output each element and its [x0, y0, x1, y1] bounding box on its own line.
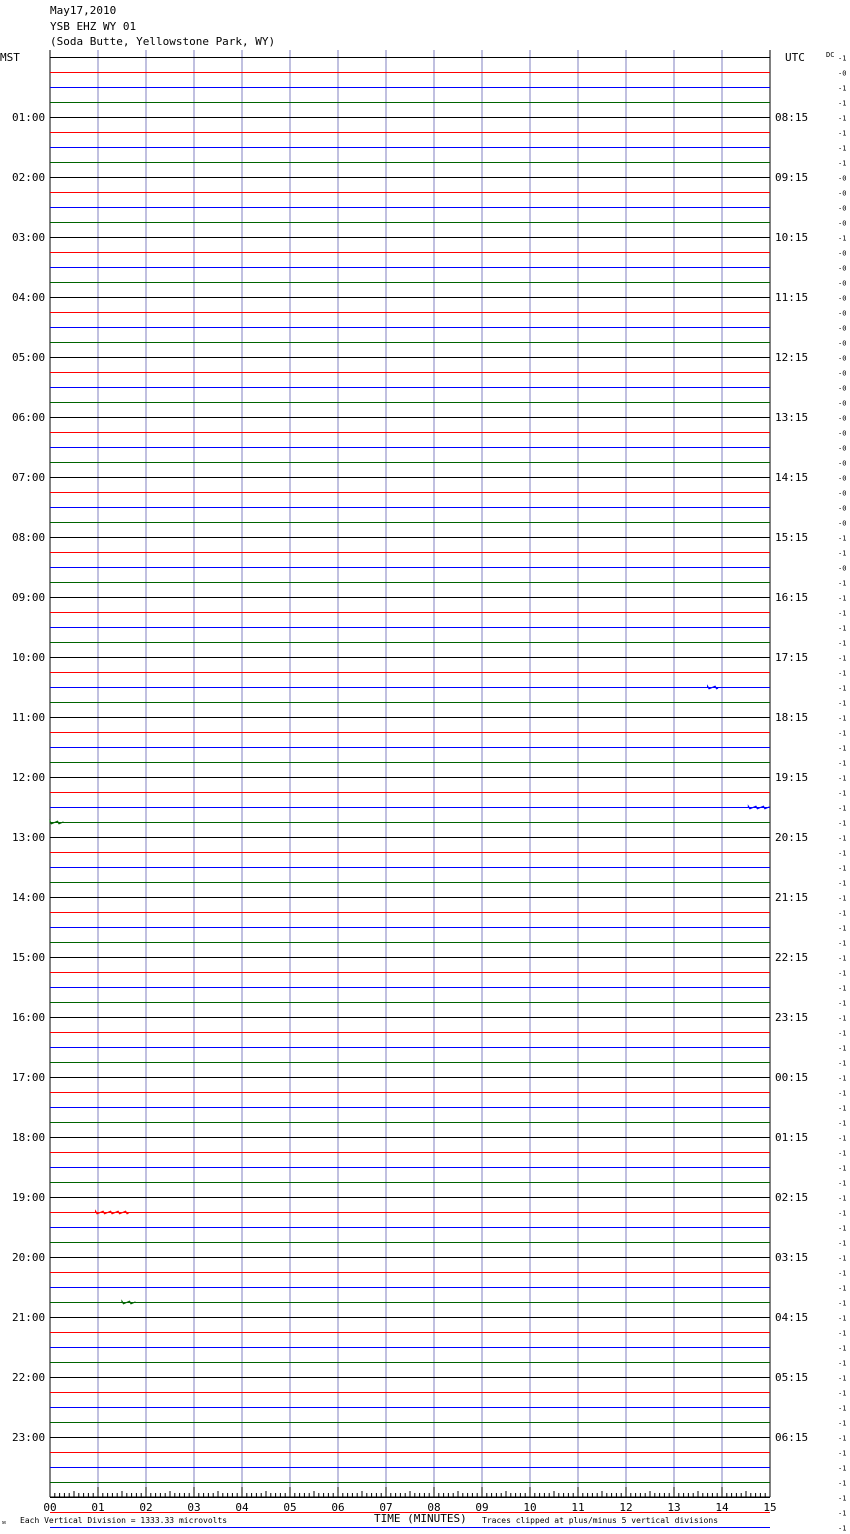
utc-hour-label: 09:15	[775, 171, 809, 184]
mst-hour-label: 11:00	[12, 711, 46, 724]
dc-offset-label: -1	[838, 1284, 847, 1293]
dc-offset-label: -0	[838, 564, 847, 573]
x-tick-label: 01	[91, 1501, 105, 1514]
dc-offset-label: -1	[838, 54, 847, 63]
dc-offset-label: -1	[838, 534, 847, 543]
x-tick-label: 02	[139, 1501, 153, 1514]
mst-hour-label: 10:00	[12, 651, 46, 664]
dc-offset-label: -0	[838, 69, 847, 78]
utc-hour-label: 23:15	[775, 1011, 809, 1024]
dc-offset-label: -0	[838, 459, 847, 468]
x-tick-label: 00	[43, 1501, 57, 1514]
dc-offset-label: -1	[838, 1389, 847, 1398]
dc-offset-label: -1	[838, 834, 847, 843]
mst-axis-title: MST	[0, 51, 20, 64]
dc-offset-label: -1	[838, 924, 847, 933]
dc-offset-label: -1	[838, 1344, 847, 1353]
dc-offset-label: -1	[838, 744, 847, 753]
x-tick-label: 11	[571, 1501, 585, 1514]
dc-offset-label: -1	[838, 1404, 847, 1413]
dc-offset-label: -1	[838, 609, 847, 618]
x-tick-label: 13	[667, 1501, 681, 1514]
dc-offset-label: -1	[838, 234, 847, 243]
corner-mark: ᴍ	[2, 1519, 6, 1526]
mst-hour-label: 09:00	[12, 591, 46, 604]
utc-hour-label: 12:15	[775, 351, 809, 364]
mst-hour-label: 01:00	[12, 111, 46, 124]
mst-hour-label: 05:00	[12, 351, 46, 364]
dc-offset-label: -1	[838, 1464, 847, 1473]
dc-offset-label: -1	[838, 654, 847, 663]
utc-hour-label: 18:15	[775, 711, 809, 724]
dc-offset-label: -1	[838, 1494, 847, 1503]
dc-offset-label: -1	[838, 1149, 847, 1158]
station-location: (Soda Butte, Yellowstone Park, WY)	[50, 35, 276, 48]
utc-hour-label: 17:15	[775, 651, 809, 664]
dc-offset-label: -0	[838, 519, 847, 528]
dc-offset-label: -0	[838, 249, 847, 258]
mst-hour-label: 23:00	[12, 1431, 46, 1444]
dc-offset-label: -1	[838, 729, 847, 738]
dc-offset-label: -0	[838, 309, 847, 318]
dc-offset-label: -1	[838, 1224, 847, 1233]
utc-hour-label: 00:15	[775, 1071, 809, 1084]
dc-offset-label: -1	[838, 954, 847, 963]
mst-hour-label: 16:00	[12, 1011, 46, 1024]
utc-hour-label: 14:15	[775, 471, 809, 484]
dc-offset-label: -1	[838, 1374, 847, 1383]
dc-offset-label: -1	[838, 684, 847, 693]
dc-offset-label: -1	[838, 1119, 847, 1128]
dc-offset-label: -0	[838, 384, 847, 393]
dc-offset-label: -1	[838, 1329, 847, 1338]
dc-offset-label: -1	[838, 804, 847, 813]
dc-offset-label: -0	[838, 279, 847, 288]
mst-hour-label: 21:00	[12, 1311, 46, 1324]
utc-hour-label: 13:15	[775, 411, 809, 424]
dc-offset-label: -1	[838, 759, 847, 768]
dc-offset-label: -1	[838, 1044, 847, 1053]
dc-offset-label: -0	[838, 369, 847, 378]
dc-offset-label: -1	[838, 984, 847, 993]
dc-offset-label: -1	[838, 594, 847, 603]
utc-hour-label: 06:15	[775, 1431, 809, 1444]
mst-hour-label: 13:00	[12, 831, 46, 844]
dc-offset-label: -1	[838, 1479, 847, 1488]
dc-offset-label: -1	[838, 579, 847, 588]
mst-hour-label: 07:00	[12, 471, 46, 484]
dc-offset-label: -1	[838, 1089, 847, 1098]
dc-offset-label: -1	[838, 1074, 847, 1083]
mst-hour-label: 17:00	[12, 1071, 46, 1084]
mst-hour-label: 19:00	[12, 1191, 46, 1204]
mst-hour-label: 14:00	[12, 891, 46, 904]
dc-offset-label: -0	[838, 339, 847, 348]
mst-hour-label: 22:00	[12, 1371, 46, 1384]
dc-offset-label: -0	[838, 219, 847, 228]
dc-offset-label: -1	[838, 1434, 847, 1443]
dc-offset-label: -0	[838, 444, 847, 453]
dc-header-label: DC	[826, 51, 835, 59]
x-tick-label: 14	[715, 1501, 729, 1514]
dc-offset-label: -1	[838, 114, 847, 123]
dc-offset-label: -1	[838, 1209, 847, 1218]
mst-hour-label: 18:00	[12, 1131, 46, 1144]
dc-offset-label: -1	[838, 909, 847, 918]
dc-offset-label: -1	[838, 879, 847, 888]
dc-offset-label: -1	[838, 774, 847, 783]
dc-offset-label: -1	[838, 1164, 847, 1173]
x-tick-label: 05	[283, 1501, 297, 1514]
x-tick-label: 06	[331, 1501, 345, 1514]
utc-hour-label: 19:15	[775, 771, 809, 784]
mst-hour-label: 03:00	[12, 231, 46, 244]
dc-offset-label: -1	[838, 84, 847, 93]
dc-offset-label: -1	[838, 144, 847, 153]
dc-offset-label: -1	[838, 1134, 847, 1143]
vertical-division-note: Each Vertical Division = 1333.33 microvolts	[20, 1516, 228, 1525]
dc-offset-label: -1	[838, 1014, 847, 1023]
dc-offset-label: -1	[838, 1359, 847, 1368]
dc-offset-label: -0	[838, 429, 847, 438]
x-tick-label: 03	[187, 1501, 201, 1514]
dc-offset-label: -1	[838, 1524, 847, 1533]
dc-offset-label: -1	[838, 549, 847, 558]
dc-offset-label: -0	[838, 474, 847, 483]
dc-offset-label: -1	[838, 1509, 847, 1518]
dc-offset-label: -0	[838, 264, 847, 273]
utc-hour-label: 08:15	[775, 111, 809, 124]
dc-offset-label: -0	[838, 174, 847, 183]
dc-offset-label: -0	[838, 414, 847, 423]
dc-offset-label: -1	[838, 1179, 847, 1188]
dc-offset-label: -0	[838, 399, 847, 408]
utc-hour-label: 01:15	[775, 1131, 809, 1144]
mst-hour-label: 02:00	[12, 171, 46, 184]
x-tick-label: 15	[763, 1501, 777, 1514]
utc-hour-label: 04:15	[775, 1311, 809, 1324]
dc-offset-label: -1	[838, 864, 847, 873]
utc-hour-label: 21:15	[775, 891, 809, 904]
dc-offset-label: -1	[838, 1269, 847, 1278]
dc-offset-label: -1	[838, 999, 847, 1008]
utc-hour-label: 02:15	[775, 1191, 809, 1204]
utc-hour-label: 15:15	[775, 531, 809, 544]
dc-offset-label: -1	[838, 1299, 847, 1308]
dc-offset-label: -1	[838, 819, 847, 828]
dc-offset-label: -0	[838, 189, 847, 198]
dc-offset-label: -1	[838, 1314, 847, 1323]
dc-offset-label: -1	[838, 624, 847, 633]
dc-offset-label: -0	[838, 324, 847, 333]
dc-offset-label: -1	[838, 1029, 847, 1038]
station-name: YSB EHZ WY 01	[50, 20, 137, 33]
utc-axis-title: UTC	[785, 51, 805, 64]
x-axis-title: TIME (MINUTES)	[374, 1512, 467, 1525]
dc-offset-label: -1	[838, 1104, 847, 1113]
dc-offset-label: -1	[838, 699, 847, 708]
dc-offset-label: -1	[838, 1059, 847, 1068]
dc-offset-label: -1	[838, 99, 847, 108]
mst-hour-label: 20:00	[12, 1251, 46, 1264]
dc-offset-label: -1	[838, 714, 847, 723]
dc-offset-label: -1	[838, 849, 847, 858]
x-tick-label: 09	[475, 1501, 489, 1514]
x-tick-label: 10	[523, 1501, 537, 1514]
dc-offset-label: -0	[838, 489, 847, 498]
mst-hour-label: 08:00	[12, 531, 46, 544]
mst-hour-label: 06:00	[12, 411, 46, 424]
mst-hour-label: 04:00	[12, 291, 46, 304]
utc-hour-label: 11:15	[775, 291, 809, 304]
utc-hour-label: 10:15	[775, 231, 809, 244]
utc-hour-label: 16:15	[775, 591, 809, 604]
x-tick-label: 07	[379, 1501, 393, 1514]
dc-offset-label: -1	[838, 1254, 847, 1263]
dc-offset-label: -0	[838, 504, 847, 513]
utc-hour-label: 03:15	[775, 1251, 809, 1264]
dc-offset-label: -1	[838, 159, 847, 168]
x-tick-label: 08	[427, 1501, 441, 1514]
dc-offset-label: -0	[838, 354, 847, 363]
dc-offset-label: -0	[838, 204, 847, 213]
utc-hour-label: 05:15	[775, 1371, 809, 1384]
dc-offset-label: -1	[838, 129, 847, 138]
dc-offset-label: -1	[838, 1419, 847, 1428]
dc-offset-label: -1	[838, 1449, 847, 1458]
x-tick-label: 12	[619, 1501, 633, 1514]
dc-offset-label: -1	[838, 939, 847, 948]
plot-date: May17,2010	[50, 4, 117, 17]
dc-offset-label: -1	[838, 639, 847, 648]
x-tick-label: 04	[235, 1501, 249, 1514]
dc-offset-label: -1	[838, 1194, 847, 1203]
dc-offset-label: -1	[838, 894, 847, 903]
dc-offset-label: -0	[838, 294, 847, 303]
dc-offset-label: -1	[838, 789, 847, 798]
dc-offset-label: -1	[838, 1239, 847, 1248]
dc-offset-label: -1	[838, 969, 847, 978]
utc-hour-label: 20:15	[775, 831, 809, 844]
mst-hour-label: 12:00	[12, 771, 46, 784]
clip-note: Traces clipped at plus/minus 5 vertical divisions	[482, 1516, 719, 1525]
utc-hour-label: 22:15	[775, 951, 809, 964]
mst-hour-label: 15:00	[12, 951, 46, 964]
dc-offset-label: -1	[838, 669, 847, 678]
